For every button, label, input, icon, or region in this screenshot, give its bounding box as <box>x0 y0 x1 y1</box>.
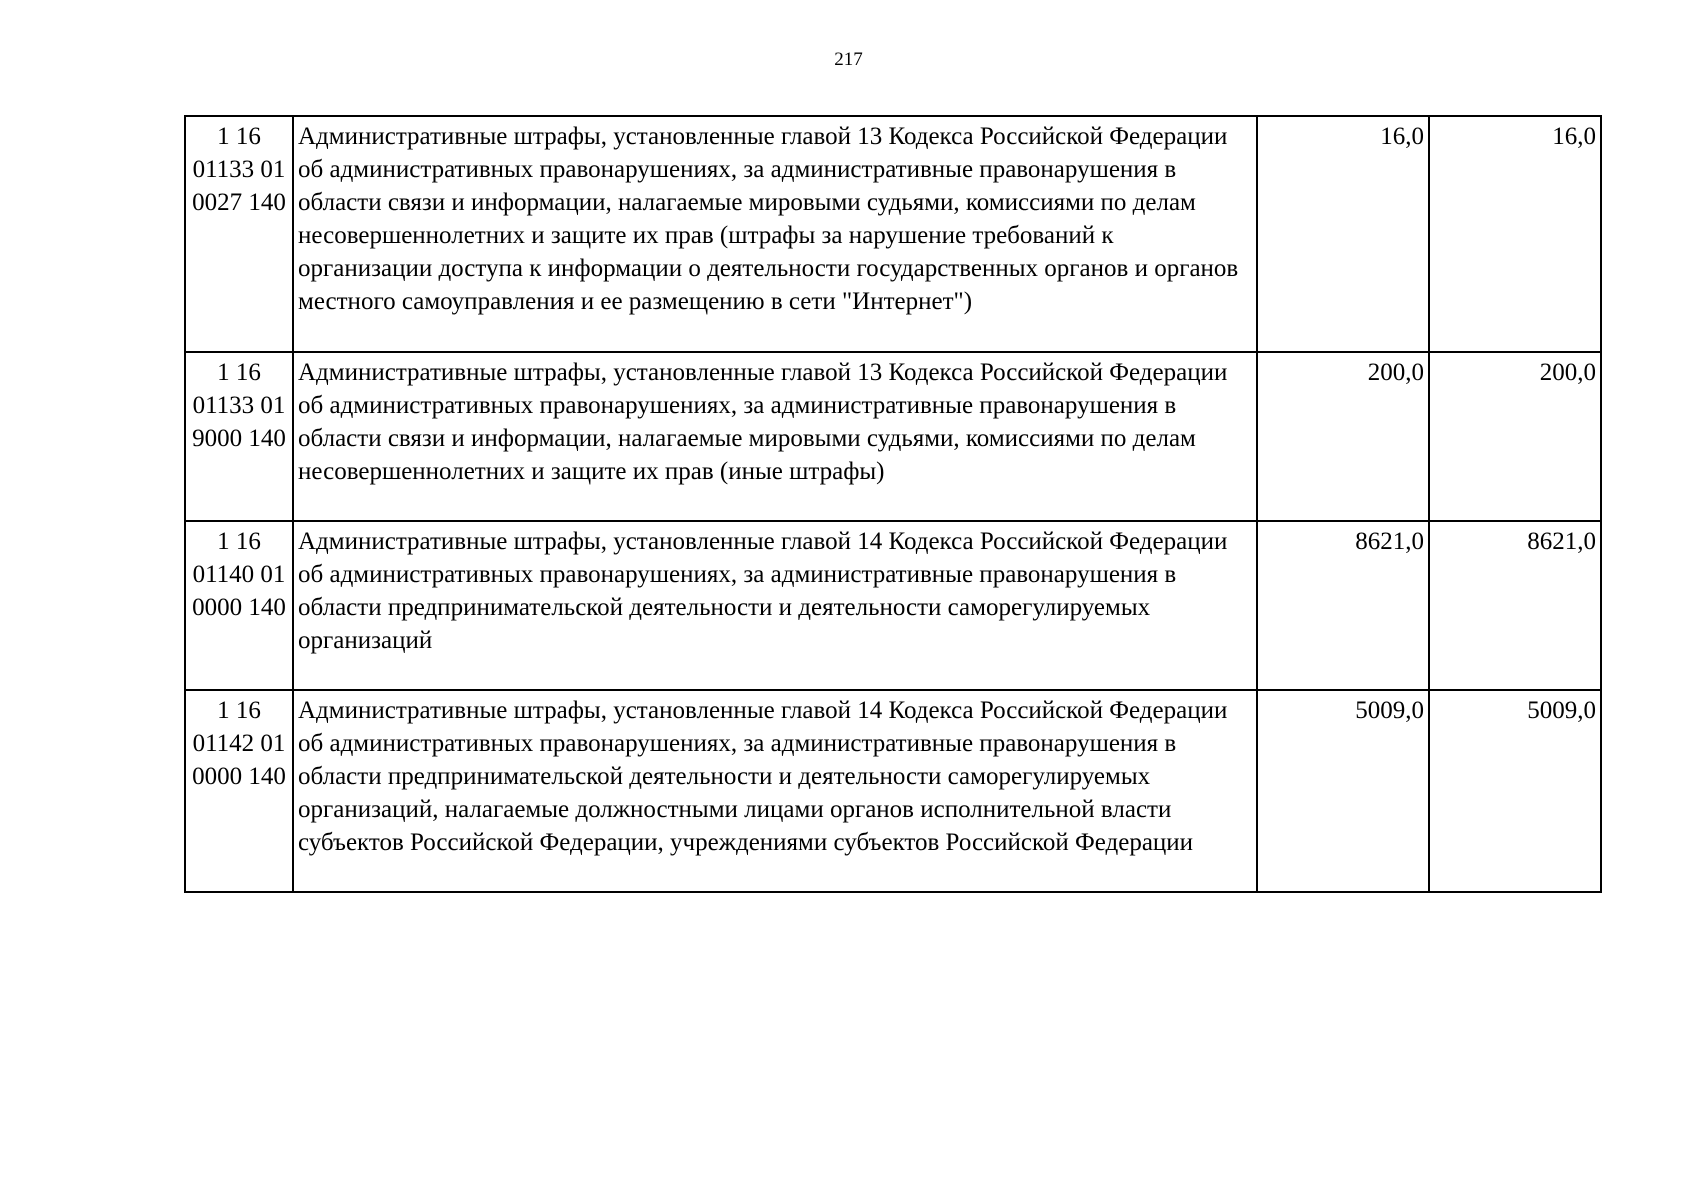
table-row <box>185 521 1601 690</box>
budget-code-line: 1 16 <box>217 123 261 150</box>
budget-code-line: 0000 140 <box>192 594 286 621</box>
amount-cell-2: 16,0 <box>1429 116 1601 352</box>
budget-code-line: 01140 01 <box>192 561 286 588</box>
budget-code-line: 0027 140 <box>192 189 286 216</box>
table-row <box>185 352 1601 521</box>
budget-code-line: 01133 01 <box>192 156 286 183</box>
amount-cell-1: 5009,0 <box>1257 690 1429 892</box>
budget-code-line: 0000 140 <box>192 763 286 790</box>
budget-code-line: 1 16 <box>217 697 261 724</box>
amount-cell-1: 16,0 <box>1257 116 1429 352</box>
budget-code-cell <box>185 116 293 352</box>
budget-code-cell <box>185 690 293 892</box>
table-row <box>185 116 1601 352</box>
description-cell: Административные штрафы, установленные главой 13 Кодекса Российской Федерации об административных правонарушениях, за административные правонарушения в области связи и информации, налагаемые мировыми судьями, комиссиями по делам несовершеннолетних и защите их прав (иные штрафы) <box>293 352 1257 521</box>
description-cell: Административные штрафы, установленные главой 14 Кодекса Российской Федерации об административных правонарушениях, за административные правонарушения в области предпринимательской деятельности и деятельности саморегулируемых организаций <box>293 521 1257 690</box>
budget-code-line: 1 16 <box>217 528 261 555</box>
amount-cell-1: 200,0 <box>1257 352 1429 521</box>
description-cell: Административные штрафы, установленные главой 14 Кодекса Российской Федерации об административных правонарушениях, за административные правонарушения в области предпринимательской деятельности и деятельности саморегулируемых организаций, налагаемые должностными лицами органов исполнительной власти субъектов Российской Федерации, учреждениями субъектов Российской Федерации <box>293 690 1257 892</box>
budget-code-cell <box>185 352 293 521</box>
table-row <box>185 690 1601 892</box>
amount-cell-1: 8621,0 <box>1257 521 1429 690</box>
budget-code-line: 01142 01 <box>192 730 286 757</box>
budget-table <box>184 115 1602 893</box>
budget-code-cell <box>185 521 293 690</box>
budget-code-line: 01133 01 <box>192 392 286 419</box>
description-cell: Административные штрафы, установленные главой 13 Кодекса Российской Федерации об административных правонарушениях, за административные правонарушения в области связи и информации, налагаемые мировыми судьями, комиссиями по делам несовершеннолетних и защите их прав (штрафы за нарушение требований к организации доступа к информации о деятельности государственных органов и органов местного самоуправления и ее размещению в сети "Интернет") <box>293 116 1257 352</box>
budget-code-line: 9000 140 <box>192 425 286 452</box>
amount-cell-2: 8621,0 <box>1429 521 1601 690</box>
page-number: 217 <box>834 49 863 70</box>
budget-code-line: 1 16 <box>217 359 261 386</box>
amount-cell-2: 200,0 <box>1429 352 1601 521</box>
amount-cell-2: 5009,0 <box>1429 690 1601 892</box>
